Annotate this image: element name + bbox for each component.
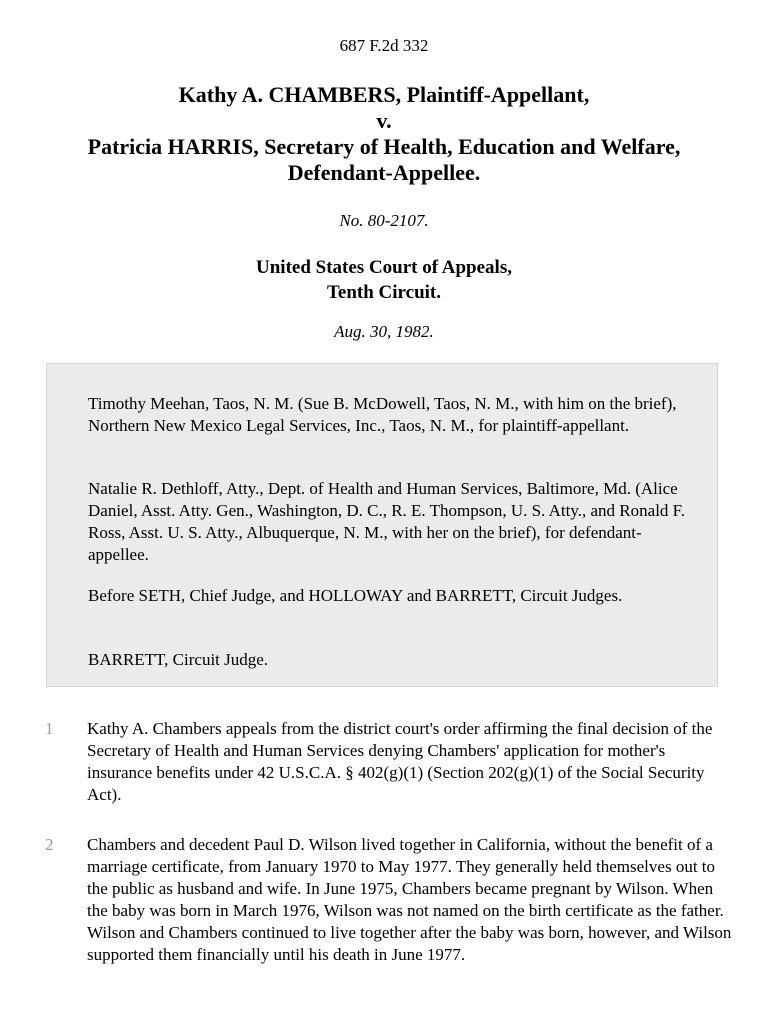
- paragraph-number: 1: [45, 719, 54, 738]
- court-name-line2: Tenth Circuit.: [326, 282, 442, 303]
- court-name: [0, 255, 768, 305]
- case-citation: 687 F.2d 332: [339, 36, 429, 55]
- opinion-author: BARRETT, Circuit Judge.: [88, 650, 269, 669]
- paragraph-text: Chambers and decedent Paul D. Wilson lived together in California, without the benefit of a marriage certificate, from January 1970 to May 1977. They generally held themselves out to the public as husband and wife. In June 1975, Chambers became pregnant by Wilson. When the baby was born in March 1976, Wilson was not named on the birth certificate as the father. Wilson and Chambers continued to live together after the baby was born, however, and Wilson supported them financially until his death in June 1977.: [87, 835, 732, 964]
- docket-number: No. 80-2107.: [339, 211, 429, 230]
- counsel-panel: [46, 363, 718, 687]
- counsel-appellant: Timothy Meehan, Taos, N. M. (Sue B. McDowell, Taos, N. M., with him on the brief), Northern New Mexico Legal Services, Inc., Taos, N. M., for plaintiff-appellant.: [88, 394, 677, 435]
- caption-defendant-role: Defendant-Appellee.: [287, 160, 481, 185]
- caption-versus: v.: [376, 108, 392, 133]
- caption-plaintiff: Kathy A. CHAMBERS, Plaintiff-Appellant,: [178, 82, 590, 107]
- paragraph-text: Kathy A. Chambers appeals from the district court's order affirming the final decision of the Secretary of Health and Human Services denying Chambers' application for mother's insurance benefits under 42 U.S.C.A. § 402(g)(1) (Section 202(g)(1) of the Social Security Act).: [87, 719, 713, 804]
- decision-date: Aug. 30, 1982.: [334, 322, 434, 341]
- case-caption: [0, 82, 768, 186]
- paragraph-number: 2: [45, 835, 54, 854]
- caption-defendant: Patricia HARRIS, Secretary of Health, Education and Welfare,: [87, 134, 681, 159]
- judges-panel: Before SETH, Chief Judge, and HOLLOWAY and BARRETT, Circuit Judges.: [88, 586, 623, 605]
- court-name-line1: United States Court of Appeals,: [256, 257, 512, 278]
- counsel-appellee: Natalie R. Dethloff, Atty., Dept. of Health and Human Services, Baltimore, Md. (Alice Daniel, Asst. Atty. Gen., Washington, D. C., R. E. Thompson, U. S. Atty., and Ronald F. Ross, Asst. U. S. Atty., Albuquerque, N. M., with her on the brief), for defendant-appellee.: [88, 479, 686, 564]
